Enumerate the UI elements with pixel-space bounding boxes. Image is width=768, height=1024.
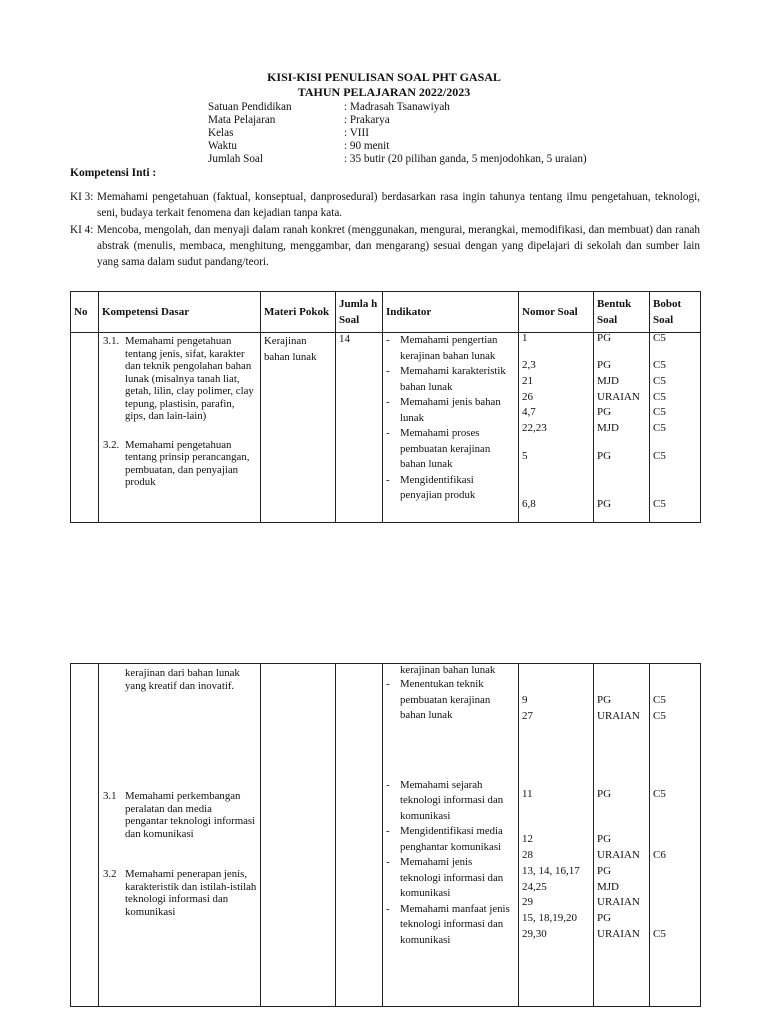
indikator-text: Mengidentifikasi penyajian produk xyxy=(400,473,476,501)
kd-item xyxy=(103,790,257,840)
bentuk-value xyxy=(597,483,646,497)
nomor-value: 12 xyxy=(522,833,533,846)
indikator-item: - Mengidentifikasi penyajian produk xyxy=(386,473,476,501)
kd-text: Memahami penerapan jenis, karakteristik dan istilah-istilah teknologi informasi dan komunikasi xyxy=(125,868,257,918)
indikator-item: - Memahami jenis teknologi informasi dan komunikasi xyxy=(386,856,504,899)
bentuk-value: PG xyxy=(597,497,612,510)
meta-label: Waktu xyxy=(208,140,237,152)
indikator-text: Memahami pengertian kerajinan bahan lunak xyxy=(400,334,498,362)
nomor-value xyxy=(522,437,590,449)
meta-row xyxy=(208,114,390,127)
indikator-text: Memahami proses pembuatan kerajinan bahan lunak xyxy=(400,427,491,470)
bentuk-value: URAIAN xyxy=(597,848,640,861)
kd-continuation: kerajinan dari bahan lunak yang kreatif dan inovatif. xyxy=(125,667,240,692)
kd-text: Memahami pengetahuan tentang jenis, sifat, karakter dan teknik pengolahan bahan lunak (misalnya tanah liat, getah, lilin, clay polimer, clay tepung, plastisin, parafin, gips, dan lain-lain) xyxy=(125,335,254,422)
bentuk-value xyxy=(597,818,646,832)
kd-number: 3.1 xyxy=(103,790,117,802)
meta-value: : Prakarya xyxy=(344,114,390,126)
indikator-text: Memahami jenis bahan lunak xyxy=(400,396,501,424)
cell-kompetensi-dasar xyxy=(99,333,261,523)
bobot-value: C5 xyxy=(653,390,666,403)
cell-materi-pokok xyxy=(261,664,336,1007)
kisi-table-2 xyxy=(70,663,701,1007)
cell-nomor-soal xyxy=(519,333,594,523)
bobot-value xyxy=(653,802,697,818)
indikator-text: Mengidentifikasi media penghantar komunikasi xyxy=(400,825,503,853)
nomor-value: 13, 14, 16,17 xyxy=(522,864,580,877)
indikator-text: Memahami manfaat jenis teknologi informasi dan komunikasi xyxy=(400,902,510,946)
indikator-text: Memahami karakteristik bahan lunak xyxy=(400,365,506,393)
nomor-value: 6,8 xyxy=(522,497,536,510)
bentuk-value: URAIAN xyxy=(597,896,640,909)
cell-bentuk-soal xyxy=(594,333,650,523)
kd-text: Memahami perkembangan peralatan dan media pengantar teknologi informasi dan komunikasi xyxy=(125,790,256,840)
header-jumlah-soal: Jumla h Soal xyxy=(336,292,383,333)
header-materi-pokok: Materi Pokok xyxy=(261,292,336,333)
bentuk-value xyxy=(597,344,646,358)
bobot-value: C5 xyxy=(653,449,666,462)
header-indikator: Indikator xyxy=(383,292,519,333)
bentuk-value: PG xyxy=(597,332,612,344)
nomor-value: 15, 18,19,20 xyxy=(522,912,577,925)
bobot-value: C5 xyxy=(653,422,666,435)
kd-number: 3.2. xyxy=(103,438,120,451)
indikator-item: - Memahami manfaat jenis teknologi informasi dan komunikasi xyxy=(386,902,510,946)
bobot-value xyxy=(653,832,697,848)
meta-label: Kelas xyxy=(208,127,234,139)
indikator-text: Memahami jenis teknologi informasi dan komunikasi xyxy=(400,856,504,899)
bentuk-value: PG xyxy=(597,912,612,925)
meta-row xyxy=(208,140,389,153)
meta-value: : Madrasah Tsanawiyah xyxy=(344,101,450,113)
bentuk-value: MJD xyxy=(597,374,620,387)
bentuk-value: PG xyxy=(597,694,612,706)
cell-indikator xyxy=(383,664,519,1007)
meta-row xyxy=(208,101,450,114)
bentuk-value: URAIAN xyxy=(597,709,640,722)
kd-text: Memahami pengetahuan tentang prinsip perancangan, pembuatan, dan penyajian produk xyxy=(125,438,250,488)
indikator-item: - Mengidentifikasi media penghantar komunikasi xyxy=(386,825,503,853)
meta-value: : 35 butir (20 pilihan ganda, 5 menjodohkan, 5 uraian) xyxy=(344,153,587,165)
jumlah-text: 14 xyxy=(339,333,350,345)
document-title: KISI-KISI PENULISAN SOAL PHT GASAL xyxy=(267,70,501,84)
bobot-value xyxy=(653,911,697,927)
bobot-value: C5 xyxy=(653,787,666,800)
nomor-value: 4,7 xyxy=(522,406,536,419)
bobot-value xyxy=(653,483,697,497)
nomor-value xyxy=(522,802,590,818)
cell-no xyxy=(71,333,99,523)
meta-value: : 90 menit xyxy=(344,140,390,152)
indikator-text: Memahami sejarah teknologi informasi dan komunikasi xyxy=(400,778,504,822)
kd-item xyxy=(103,868,257,918)
bobot-value xyxy=(653,344,697,358)
cell-kompetensi-dasar xyxy=(99,664,261,1007)
indikator-item: - Memahami karakteristik bahan lunak xyxy=(386,365,506,393)
meta-label: Mata Pelajaran xyxy=(208,114,276,126)
nomor-value: 29,30 xyxy=(522,927,547,940)
table-row xyxy=(71,664,701,1007)
nomor-value: 9 xyxy=(522,694,528,706)
bobot-value: C5 xyxy=(653,709,666,722)
bobot-value xyxy=(653,818,697,832)
indikator-item: - Memahami jenis bahan lunak xyxy=(386,396,501,424)
cell-nomor-soal xyxy=(519,664,594,1007)
cell-bobot-soal xyxy=(650,333,701,523)
document-subtitle: TAHUN PELAJARAN 2022/2023 xyxy=(297,85,471,99)
bobot-value xyxy=(653,465,697,483)
bentuk-value: PG xyxy=(597,833,612,846)
nomor-value xyxy=(522,344,590,358)
bobot-value: C5 xyxy=(653,359,666,371)
meta-label: Jumlah Soal xyxy=(208,153,264,165)
bentuk-value: PG xyxy=(597,787,612,800)
meta-value: : VIII xyxy=(344,127,369,139)
bobot-value: C5 xyxy=(653,374,666,387)
nomor-value: 22,23 xyxy=(522,422,547,435)
ki4-text: Mencoba, mengolah, dan menyaji dalam ranah konkret (menggunakan, mengurai, merangkai, memodifikasi, dan membuat) dan ranah abstrak (menulis, membaca, menghitung, menggambar, dan mengarang) sesuai dengan yang dipelajari di sekolah dan sumber lain yang sama dalam sudut pandang/teori. xyxy=(97,224,700,268)
bobot-value: C5 xyxy=(653,694,666,706)
kisi-table-1 xyxy=(70,291,701,523)
ki3-text: Memahami pengetahuan (faktual, konseptual, danprosedural) berdasarkan rasa ingin tahunya tentang ilmu pengetahuan, teknologi, seni, budaya terkait fenomena dan kejadian tanpa kata. xyxy=(97,191,700,219)
ki-heading: Kompetensi Inti : xyxy=(70,167,157,179)
nomor-value: 11 xyxy=(522,787,533,800)
cell-bobot-soal xyxy=(650,664,701,1007)
bobot-value xyxy=(653,437,697,449)
cell-bentuk-soal xyxy=(594,664,650,1007)
table-row xyxy=(71,333,701,523)
indikator-item: - Memahami proses pembuatan kerajinan bahan lunak xyxy=(386,427,491,470)
header-kompetensi-dasar: Kompetensi Dasar xyxy=(99,292,261,333)
cell-jumlah-soal xyxy=(336,664,383,1007)
cell-indikator xyxy=(383,333,519,523)
bobot-value: C6 xyxy=(653,848,666,861)
bentuk-value: MJD xyxy=(597,422,620,435)
ki4-label: KI 4: xyxy=(70,224,94,236)
nomor-value: 21 xyxy=(522,374,533,387)
bentuk-value: URAIAN xyxy=(597,390,640,403)
bobot-value xyxy=(653,864,697,880)
bentuk-value: URAIAN xyxy=(597,927,640,940)
cell-jumlah-soal xyxy=(336,333,383,523)
ki3-paragraph xyxy=(70,189,700,221)
cell-materi-pokok xyxy=(261,333,336,523)
cell-no xyxy=(71,664,99,1007)
nomor-value: 24,25 xyxy=(522,880,547,893)
meta-row xyxy=(208,153,587,166)
bobot-value: C5 xyxy=(653,927,666,940)
nomor-value: 28 xyxy=(522,848,533,861)
kd-item xyxy=(103,439,257,489)
bobot-value: C5 xyxy=(653,332,666,344)
meta-label: Satuan Pendidikan xyxy=(208,101,292,113)
kd-number: 3.1. xyxy=(103,335,120,347)
header-bobot-soal: Bobot Soal xyxy=(650,292,701,333)
ki4-paragraph xyxy=(70,222,700,270)
materi-text: Kerajinan bahan lunak xyxy=(264,335,317,363)
nomor-value: 2,3 xyxy=(522,359,536,371)
bobot-value: C5 xyxy=(653,497,666,510)
nomor-value: 29 xyxy=(522,896,533,909)
nomor-value xyxy=(522,483,590,497)
header-nomor-soal: Nomor Soal xyxy=(519,292,594,333)
bentuk-value: MJD xyxy=(597,880,620,893)
bentuk-value: PG xyxy=(597,406,612,419)
indikator-item: - Menentukan teknik pembuatan kerajinan bahan lunak xyxy=(386,678,491,721)
kd-item xyxy=(103,335,257,423)
table-header-row xyxy=(71,292,701,333)
kd-number: 3.2 xyxy=(103,868,117,880)
nomor-value: 1 xyxy=(522,332,528,344)
bentuk-value xyxy=(597,802,646,818)
indikator-continuation: kerajinan bahan lunak xyxy=(400,664,496,676)
header-bentuk-soal: Bentuk Soal xyxy=(594,292,650,333)
bentuk-value: PG xyxy=(597,359,612,371)
indikator-text: Menentukan teknik pembuatan kerajinan bahan lunak xyxy=(400,678,491,721)
bobot-value: C5 xyxy=(653,406,666,419)
ki3-label: KI 3: xyxy=(70,191,94,203)
bobot-value xyxy=(653,880,697,896)
indikator-item: - Memahami pengertian kerajinan bahan lunak xyxy=(386,334,498,362)
nomor-value: 27 xyxy=(522,709,533,722)
indikator-item: - Memahami sejarah teknologi informasi dan komunikasi xyxy=(386,778,504,822)
nomor-value xyxy=(522,465,590,483)
header-no: No xyxy=(71,292,99,333)
nomor-value: 26 xyxy=(522,390,533,403)
bentuk-value: PG xyxy=(597,864,612,877)
bentuk-value xyxy=(597,465,646,483)
nomor-value: 5 xyxy=(522,449,528,462)
meta-row xyxy=(208,127,369,140)
bobot-value xyxy=(653,895,697,911)
bentuk-value xyxy=(597,437,646,449)
nomor-value xyxy=(522,818,590,832)
bentuk-value: PG xyxy=(597,449,612,462)
